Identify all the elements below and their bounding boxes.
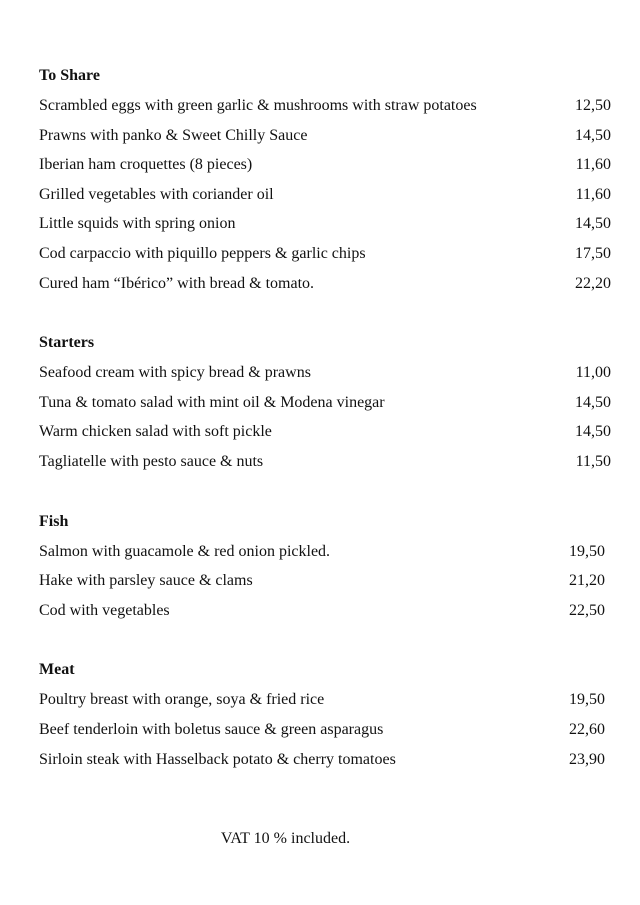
menu-item — [39, 540, 611, 570]
menu-item-price: 12,50 — [575, 97, 611, 114]
section-starters — [39, 331, 611, 479]
menu-item-name: Prawns with panko & Sweet Chilly Sauce — [39, 126, 308, 144]
menu-item-price: 21,20 — [569, 572, 605, 590]
menu-item-name: Scrambled eggs with green garlic & mushrooms with straw potatoes — [39, 97, 477, 114]
menu-item-name: Tagliatelle with pesto sauce & nuts — [39, 452, 264, 470]
section-title: Fish — [39, 512, 69, 530]
menu-item-price: 14,50 — [575, 126, 611, 144]
menu-item-name: Grilled vegetables with coriander oil — [39, 185, 274, 203]
menu-item-price: 11,60 — [575, 156, 611, 174]
menu-item-name: Salmon with guacamole & red onion pickled. — [39, 542, 331, 560]
menu-item-name: Cod carpaccio with piquillo peppers & garlic chips — [39, 244, 366, 262]
section-fish — [39, 510, 611, 629]
menu-item-name: Poultry breast with orange, soya & fried rice — [39, 691, 325, 709]
menu-item-name: Little squids with spring onion — [39, 215, 236, 233]
menu-item-price: 14,50 — [575, 423, 611, 441]
section-title: Meat — [39, 661, 75, 679]
menu-item-price: 11,00 — [575, 364, 611, 382]
menu-item — [39, 718, 611, 748]
menu-item-price: 19,50 — [569, 691, 605, 709]
menu-item — [39, 94, 611, 124]
menu-item — [39, 361, 611, 391]
menu-item-name: Sirloin steak with Hasselback potato & cherry tomatoes — [39, 750, 396, 768]
menu-item-price: 22,20 — [575, 274, 611, 292]
menu-item-price: 14,50 — [575, 215, 611, 233]
menu-item-price: 22,50 — [569, 601, 605, 619]
menu-item — [39, 688, 611, 718]
menu-item-price: 11,50 — [575, 452, 611, 470]
menu-item-name: Tuna & tomato salad with mint oil & Modena vinegar — [39, 393, 385, 411]
menu-item-price: 17,50 — [575, 244, 611, 262]
vat-note: VAT 10 % included. — [220, 830, 351, 847]
menu-item-name: Hake with parsley sauce & clams — [39, 572, 253, 590]
menu-item-price: 19,50 — [569, 542, 605, 560]
menu-item-name: Cured ham “Ibérico” with bread & tomato. — [39, 274, 315, 292]
menu-item-name: Warm chicken salad with soft pickle — [39, 423, 272, 441]
menu-item — [39, 124, 611, 154]
menu-item — [39, 748, 611, 778]
menu-item-price: 22,60 — [569, 720, 605, 738]
menu-item — [39, 391, 611, 421]
menu-page — [39, 64, 611, 807]
menu-item-price: 11,60 — [575, 185, 611, 203]
menu-item-name: Iberian ham croquettes (8 pieces) — [39, 156, 253, 174]
section-to-share — [39, 64, 611, 301]
section-title: Starters — [39, 334, 95, 352]
menu-item — [39, 212, 611, 242]
menu-item — [39, 569, 611, 599]
section-meat — [39, 658, 611, 777]
menu-item-name: Seafood cream with spicy bread & prawns — [39, 364, 311, 382]
menu-item — [39, 450, 611, 480]
menu-item — [39, 420, 611, 450]
menu-item — [39, 183, 611, 213]
menu-item — [39, 599, 611, 629]
menu-item — [39, 242, 611, 272]
menu-item-name: Beef tenderloin with boletus sauce & green asparagus — [39, 720, 384, 738]
menu-item — [39, 272, 611, 302]
menu-item-price: 23,90 — [569, 750, 605, 768]
menu-item-price: 14,50 — [575, 393, 611, 411]
menu-item-name: Cod with vegetables — [39, 601, 170, 619]
menu-item — [39, 153, 611, 183]
section-title: To Share — [39, 67, 100, 84]
